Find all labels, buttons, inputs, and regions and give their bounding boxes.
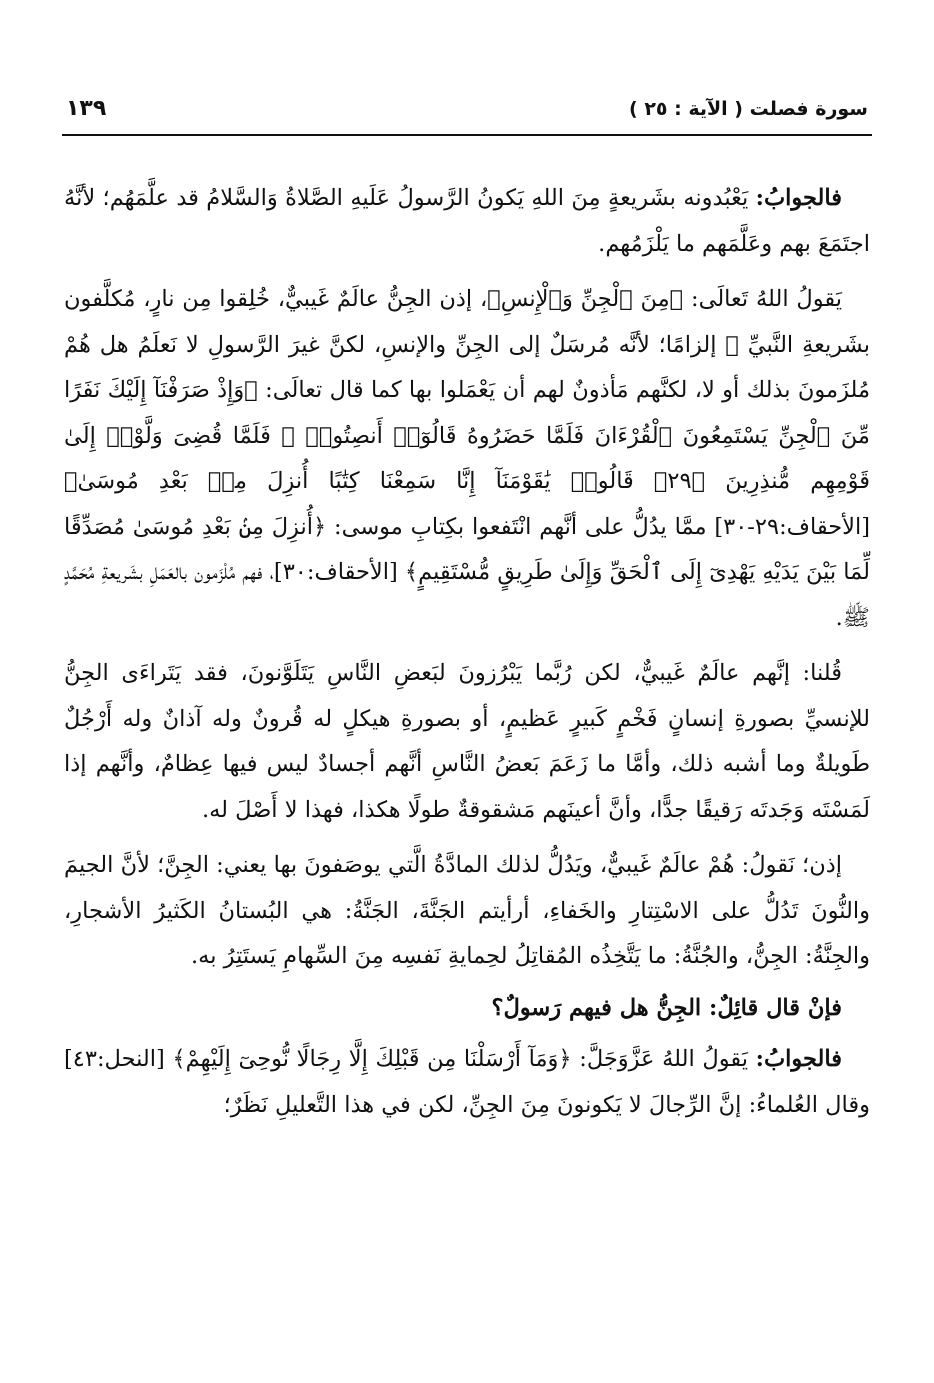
paragraph-1 [64, 176, 870, 267]
paragraph-text: يَقولُ اللهُ عَزَّوَجَلَّ: ﴿وَمَآ أَرْسَلْنَا مِن قَبْلِكَ إِلَّا رِجَالًا نُّوحِىٓ إِلَيْهِمْ﴾ [النحل:٤٣] وقال العُلماءُ: إنَّ الرِّجالَ لا يَكونونَ مِنَ الجِنِّ، لكن في هذا التَّعليلِ نَظَرٌ؛ [64, 1046, 870, 1118]
paragraph-text: يَعْبُدونه بشَريعةٍ مِنَ اللهِ يَكونُ الرَّسولُ عَلَيهِ الصَّلاةُ وَالسَّلامُ قد علَّمَهُم؛ لأنَّهُ اجتَمَعَ بهم وعَلَّمَهم ما يَلْزَمُهم. [64, 185, 870, 257]
question-text: فإنْ قال قائِلٌ: الجِنُّ هل فيهم رَسولٌ؟ [491, 994, 842, 1021]
paragraph-6 [64, 1037, 870, 1128]
surah-title: سورة فصلت ( الآية : ٢٥ ) [629, 98, 868, 120]
paragraph-text: يَقولُ اللهُ تَعالَى: ﴿مِنَ ٱلْجِنِّ وَٱلْإِنسِ﴾، إذن الجِنُّ عالَمٌ غَيبيٌّ، خُلِقوا مِن نارٍ، مُكلَّفون بشَريعةِ النَّبيِّ ﷺ إلزامًا؛ لأنَّه مُرسَلٌ إلى الجِنِّ والإنسِ، لكنَّ غيرَ الرَّسولِ لا نَعلَمُ هل هُمْ مُلزَمونَ بذلك أو لا، لكنَّهم مَأذونٌ لهم أن يَعْمَلوا بها كما قال تعالَى: ﴿وَإِذْ صَرَفْنَآ إِلَيْكَ نَفَرًا مِّنَ ٱلْجِنِّ يَسْتَمِعُونَ ٱلْقُرْءَانَ فَلَمَّا حَضَرُوهُ قَالُوٓا۟ أَنصِتُوا۟ ۖ فَلَمَّا قُضِىَ وَلَّوْا۟ إِلَىٰ قَوْمِهِم مُّنذِرِينَ ﴿٢٩﴾ قَالُوا۟ يَٰقَوْمَنَآ إِنَّا سَمِعْنَا كِتَٰبًا أُنزِلَ مِنۢ بَعْدِ مُوسَىٰ﴾ [الأحقاف:٢٩-٣٠] ممَّا يدُلُّ على أنَّهم انْتَفعوا بكِتابِ موسى: ﴿أُنزِلَ مِنۢ بَعْدِ مُوسَىٰ مُصَدِّقًا لِّمَا بَيْنَ يَدَيْهِ يَهْدِىٓ إِلَى ٱلْحَقِّ وَإِلَىٰ طَرِيقٍ مُّسْتَقِيمٍ﴾ [الأحقاف:٣٠]، فهم مُلْزَمون بالعَمَلِ بشَريعةِ مُحَمَّدٍ ﷺ. [64, 286, 870, 631]
paragraph-4 [64, 843, 870, 980]
paragraph-5 [64, 986, 870, 1032]
answer-lead: فالجوابُ: [755, 1046, 842, 1072]
paragraph-3 [64, 651, 870, 833]
page-number: ١٣٩ [66, 96, 107, 121]
paragraph-2 [64, 277, 870, 641]
header-divider [62, 134, 872, 136]
page-header [66, 96, 868, 132]
page-body [64, 176, 870, 1134]
answer-lead: فالجوابُ: [755, 185, 842, 211]
paragraph-text: إذن؛ نَقولُ: هُمْ عالَمٌ غَيبيٌّ، ويَدُلُّ لذلك المادَّةُ الَّتي يوصَفونَ بها يعني: الجِنَّ؛ لأنَّ الجيمَ والنُّونَ تَدُلُّ على الاسْتِتارِ والخَفاءِ، أرأيتم الجَنَّةَ، الجَنَّةُ: هي البُستانُ الكَثيرُ الأشجارِ، والجِنَّةُ: الجِنُّ، والجُنَّةُ: ما يَتَّخِذُه المُقاتِلُ لحِمايةِ نَفسِه مِنَ السِّهامِ يَستَتِرُ به. [64, 852, 870, 969]
paragraph-text: قُلنا: إنَّهم عالَمٌ غَيبيٌّ، لكن رُبَّما يَبْرُزونَ لبَعضِ النَّاسِ يَتَلَوَّنونَ، فقد يَتَراءَى الجِنُّ للإنسيِّ بصورةِ إنسانٍ فَخْمٍ كَبيرٍ عَظيمٍ، أو بصورةِ هيكلٍ له قُرونٌ وله آذانٌ وله أَرْجُلٌ طَويلةٌ وما أشبه ذلك، وأمَّا ما زَعَمَ بَعضُ النَّاسِ أنَّهم أجسادٌ ليس فيها عِظامٌ، وأنَّهم إذا لَمَسْتَه وَجَدتَه رَقيقًا جدًّا، وأنَّ أعينَهم مَشقوقةٌ طولًا هكذا، فهذا لا أَصْلَ له. [64, 660, 870, 823]
